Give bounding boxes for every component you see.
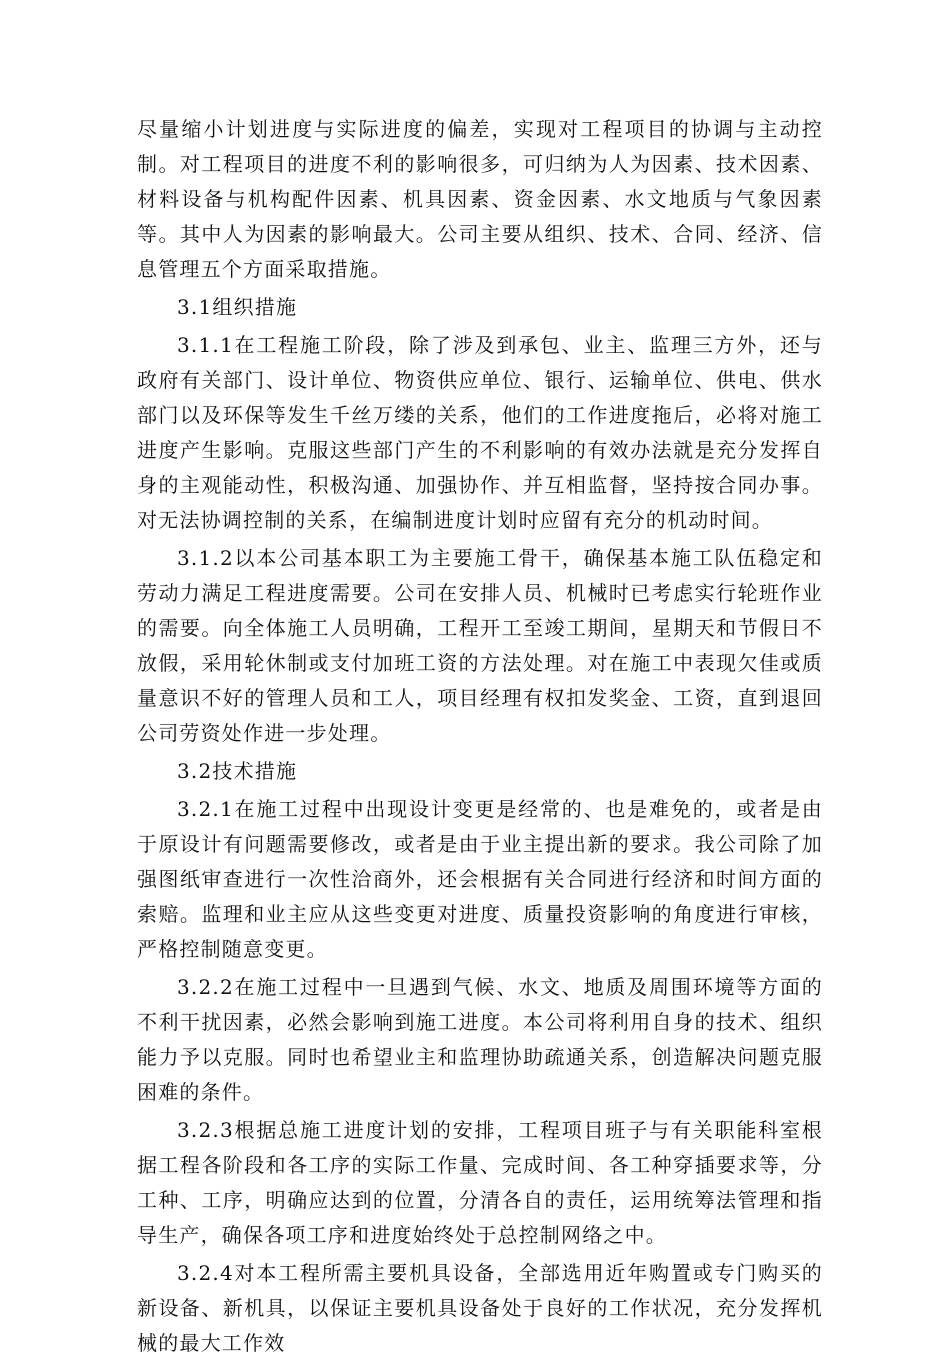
paragraph-3-2-2: 3.2.2在施工过程中一旦遇到气候、水文、地质及周围环境等方面的不利干扰因素，必然会影响到施工进度。本公司将利用自身的技术、组织能力予以克服。同时也希望业主和监理协助疏通关系，创造解决问题克服困难的条件。 xyxy=(137,975,823,1104)
paragraph-3-1-2: 3.1.2以本公司基本职工为主要施工骨干，确保基本施工队伍稳定和劳动力满足工程进度需要。公司在安排人员、机械时已考虑实行轮班作业的需要。向全体施工人员明确，工程开工至竣工期间，星期天和节假日不放假，采用轮休制或支付加班工资的方法处理。对在施工中表现欠佳或质量意识不好的管理人员和工人，项目经理有权扣发奖金、工资，直到退回公司劳资处作进一步处理。 xyxy=(137,546,823,745)
section-heading-3-2: 3.2技术措施 xyxy=(177,759,298,783)
paragraph-3-2-4: 3.2.4对本工程所需主要机具设备，全部选用近年购置或专门购买的新设备、新机具，以保证主要机具设备处于良好的工作状况，充分发挥机械的最大工作效 xyxy=(137,1261,823,1355)
paragraph-3-2-1: 3.2.1在施工过程中出现设计变更是经常的、也是难免的，或者是由于原设计有问题需要修改，或者是由于业主提出新的要求。我公司除了加强图纸审查进行一次性洽商外，还会根据有关合同进行经济和时间方面的索赔。监理和业主应从这些变更对进度、质量投资影响的角度进行审核，严格控制随意变更。 xyxy=(137,797,823,961)
paragraph-intro-continuation: 尽量缩小计划进度与实际进度的偏差，实现对工程项目的协调与主动控制。对工程项目的进度不利的影响很多，可归纳为人为因素、技术因素、材料设备与机构配件因素、机具因素、资金因素、水文地质与气象因素等。其中人为因素的影响最大。公司主要从组织、技术、合同、经济、信息管理五个方面采取措施。 xyxy=(137,117,823,281)
paragraph-3-2-3: 3.2.3根据总施工进度计划的安排，工程项目班子与有关职能科室根据工程各阶段和各工序的实际工作量、完成时间、各工种穿插要求等，分工种、工序，明确应达到的位置，分清各自的责任，运用统筹法管理和指导生产，确保各项工序和进度始终处于总控制网络之中。 xyxy=(137,1118,823,1247)
section-heading-3-1: 3.1组织措施 xyxy=(177,295,298,319)
body-text xyxy=(137,112,823,1364)
paragraph-3-1-1: 3.1.1在工程施工阶段，除了涉及到承包、业主、监理三方外，还与政府有关部门、设计单位、物资供应单位、银行、运输单位、供电、供水部门以及环保等发生千丝万缕的关系，他们的工作进度拖后，必将对施工进度产生影响。克服这些部门产生的不利影响的有效办法就是充分发挥自身的主观能动性，积极沟通、加强协作、并互相监督，坚持按合同办事。对无法协调控制的关系，在编制进度计划时应留有充分的机动时间。 xyxy=(137,333,823,532)
